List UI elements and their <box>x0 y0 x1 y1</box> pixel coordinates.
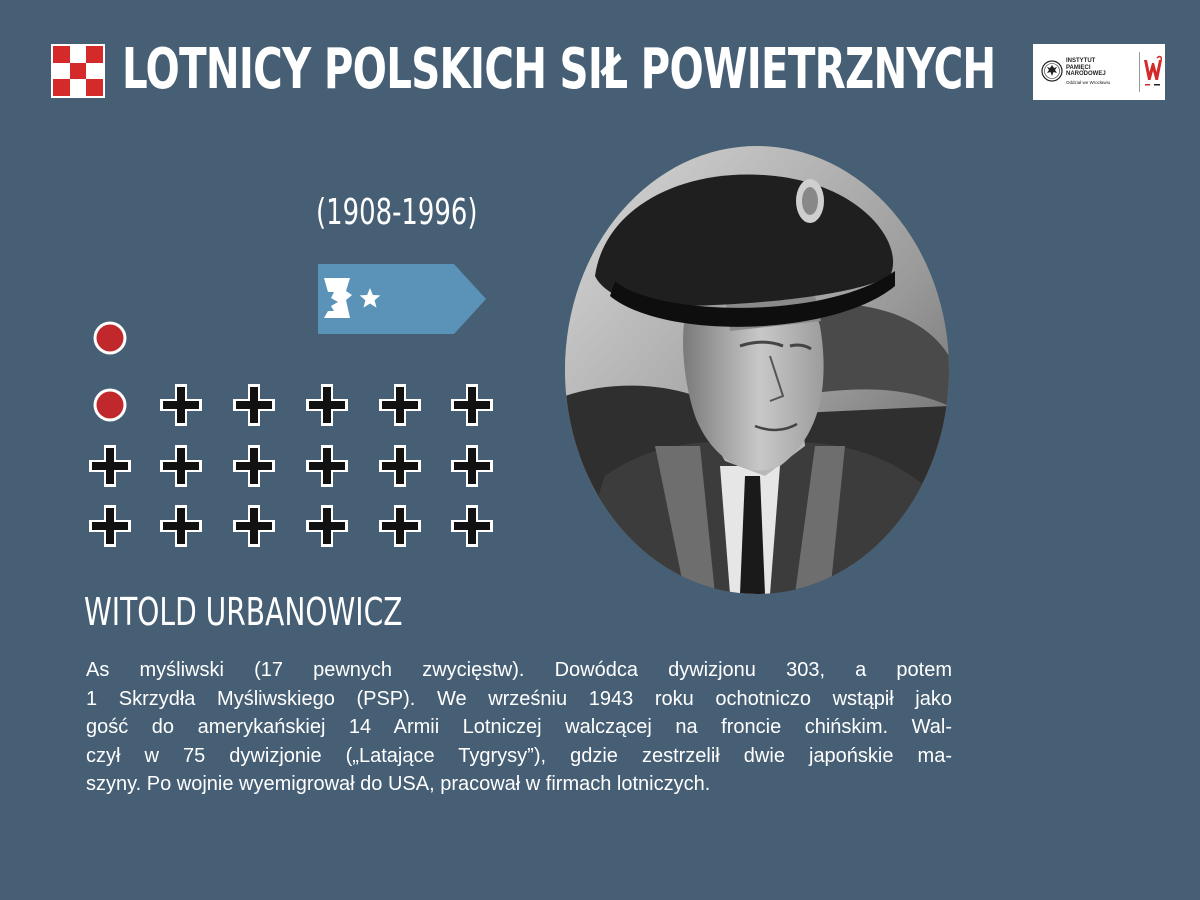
ipn-subline: Oddział we Wrocławiu <box>1066 79 1111 85</box>
iron-cross-icon <box>306 384 348 426</box>
iron-cross-icon <box>89 505 131 547</box>
page-title: LOTNICY POLSKICH SIŁ POWIETRZNYCH <box>122 37 996 102</box>
pilot-biography <box>86 656 952 799</box>
pilot-name: WITOLD URBANOWICZ <box>84 590 403 634</box>
logo-divider <box>1139 52 1140 92</box>
polish-air-force-checkerboard-icon <box>51 44 105 98</box>
bio-line: gość do amerykańskiej 14 Armii Lotniczej walczącej na froncie chińskim. Wal- <box>86 716 952 738</box>
iron-cross-icon <box>306 505 348 547</box>
bio-line: 1 Skrzydła Myśliwskiego (PSP). We wrześniu 1943 roku ochotniczo wstąpił jako <box>86 687 952 710</box>
sponsor-logos <box>1033 44 1165 100</box>
iron-cross-icon <box>451 505 493 547</box>
victory-medal-icon <box>92 387 128 423</box>
ipn-line-2: PAMIĘCI <box>1066 64 1091 71</box>
portrait-illustration <box>565 146 949 594</box>
iron-cross-icon <box>233 445 275 487</box>
iron-cross-icon <box>451 445 493 487</box>
iron-cross-icon <box>233 505 275 547</box>
bio-line: As myśliwski (17 pewnych zwycięstw). Dowódca dywizjonu 303, a potem <box>86 659 952 681</box>
ipn-logo-text <box>1066 58 1136 86</box>
w-letter-logo-icon <box>1143 52 1163 92</box>
iron-cross-icon <box>89 445 131 487</box>
rank-shoulder-board-icon <box>318 264 486 334</box>
iron-cross-icon <box>160 384 202 426</box>
ipn-eagle-emblem-icon <box>1041 60 1063 82</box>
iron-cross-icon <box>160 505 202 547</box>
iron-cross-icon <box>379 445 421 487</box>
ipn-line-1: INSTYTUT <box>1066 58 1096 64</box>
iron-cross-icon <box>451 384 493 426</box>
life-years: (1908-1996) <box>316 192 478 233</box>
victory-medal-icon <box>92 320 128 356</box>
iron-cross-icon <box>379 384 421 426</box>
bio-line: szyny. Po wojnie wyemigrował do USA, pracował w firmach lotniczych. <box>86 773 711 795</box>
iron-cross-icon <box>233 384 275 426</box>
ipn-line-3: NARODOWEJ <box>1066 71 1106 77</box>
pilot-portrait-photo <box>565 146 949 594</box>
iron-cross-icon <box>160 445 202 487</box>
bio-line: czył w 75 dywizjonie („Latające Tygrysy”), gdzie zestrzelił dwie japońskie ma- <box>86 744 952 767</box>
iron-cross-icon <box>306 445 348 487</box>
iron-cross-icon <box>379 505 421 547</box>
